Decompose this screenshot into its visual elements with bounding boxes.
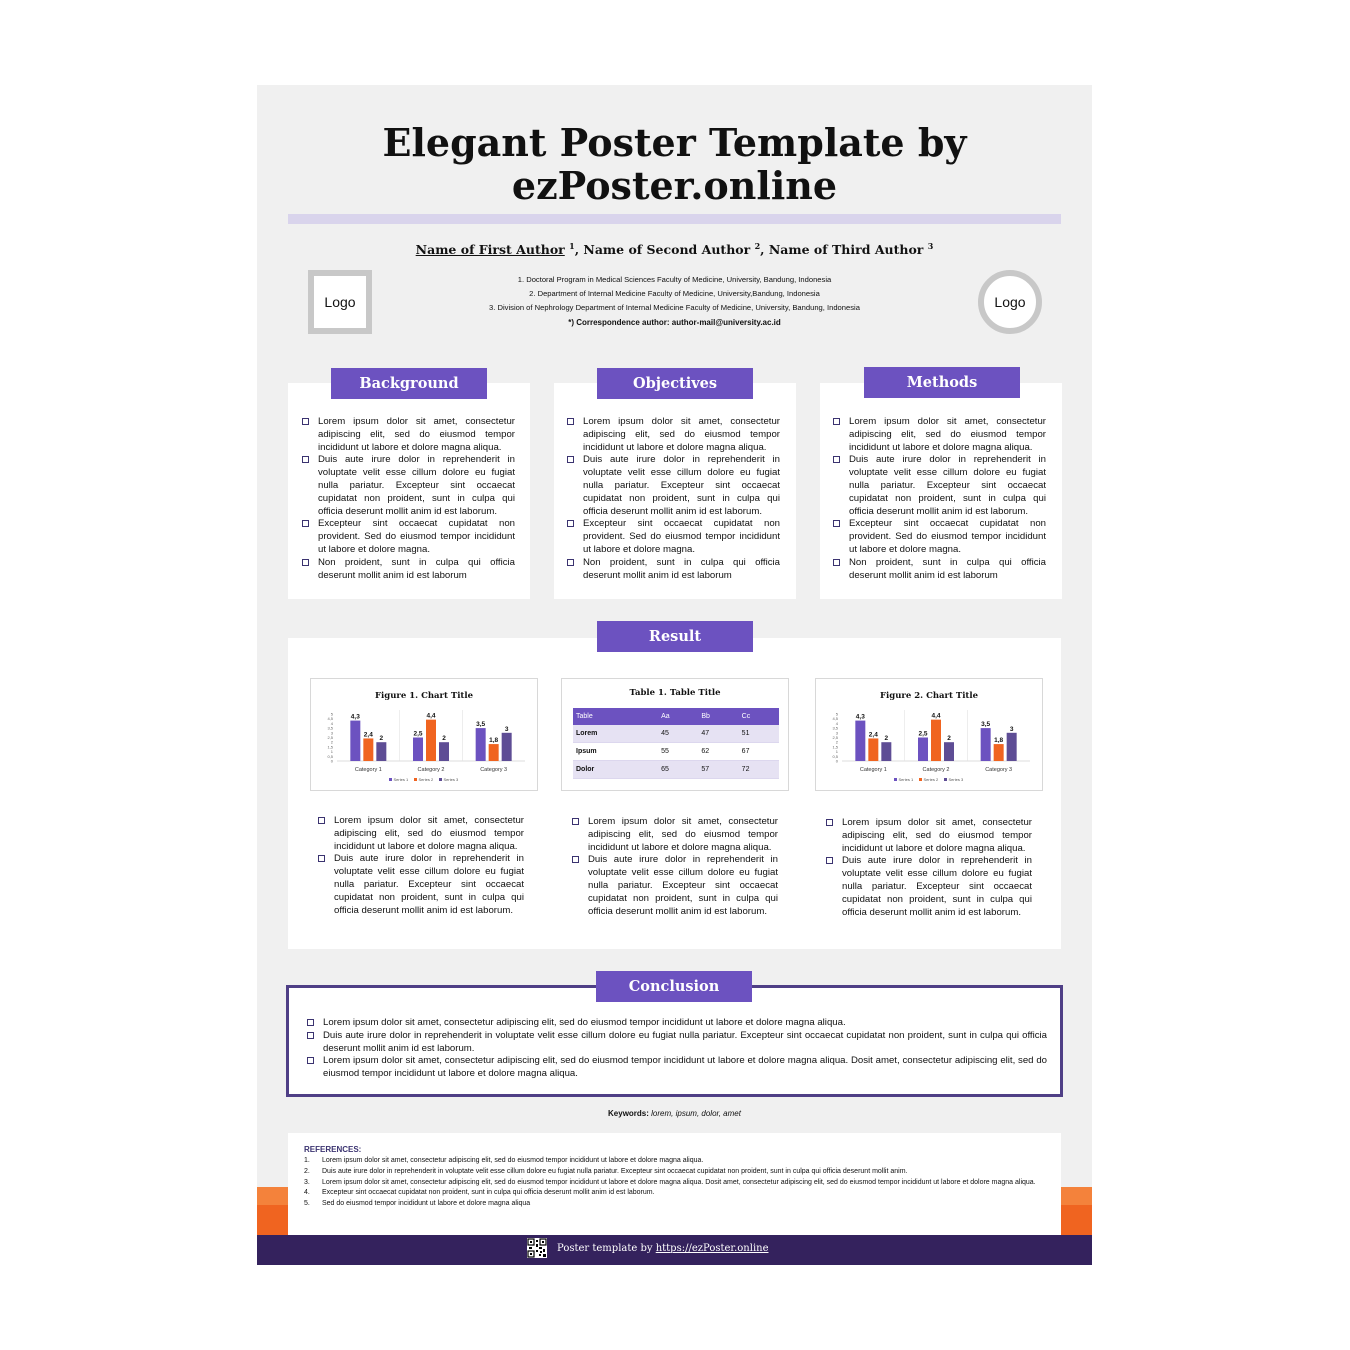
list-item: Lorem ipsum dolor sit amet, consectetur adipiscing elit, sed do eiusmod tempor incididunt ut labore et dolore magna aliqua. xyxy=(831,416,1046,454)
data-label: 4,3 xyxy=(855,713,865,721)
qr-code-icon xyxy=(527,1238,547,1258)
footer-link[interactable]: https://ezPoster.online xyxy=(655,1243,769,1254)
background-heading: Background xyxy=(331,368,487,399)
list-item: Duis aute irure dolor in reprehenderit in voluptate velit esse cillum dolore eu fugiat nulla pariatur. Excepteur sint occaecat cupidatat non proident, sunt in culpa qui officia deserunt mollit anim id est laborum. xyxy=(316,853,524,917)
list-item: Lorem ipsum dolor sit amet, consectetur adipiscing elit, sed do eiusmod tempor incididunt ut labore et dolore magna aliqua. xyxy=(300,416,515,454)
legend-swatch xyxy=(919,778,922,781)
bar xyxy=(994,744,1004,761)
references-heading: REFERENCES: xyxy=(304,1145,362,1154)
poster-title: Elegant Poster Template by ezPoster.online xyxy=(382,120,967,208)
figure-1-chart xyxy=(311,679,537,790)
table-header: Aa xyxy=(658,708,698,725)
legend-swatch xyxy=(439,778,442,781)
third-author: Name of Third Author xyxy=(768,242,924,258)
data-label: 2 xyxy=(442,735,446,743)
reference-text: Excepteur sint occaecat cupidatat non proident, sunt in culpa qui officia deserunt mollit anim id est laborum. xyxy=(322,1189,655,1197)
list-item: Lorem ipsum dolor sit amet, consectetur adipiscing elit, sed do eiusmod tempor incididunt ut labore et dolore magna aliqua. xyxy=(316,815,524,853)
y-tick-label: 4,5 xyxy=(327,716,333,722)
data-table xyxy=(573,708,779,779)
keywords-value: lorem, ipsum, dolor, amet xyxy=(651,1109,741,1118)
reference-number: 1. xyxy=(304,1157,310,1164)
affiliation-1: 1. Doctoral Program in Medical Sciences Faculty of Medicine, University, Bandung, Indonesia xyxy=(517,275,832,284)
bar xyxy=(918,738,928,762)
legend-swatch xyxy=(894,778,897,781)
author-line xyxy=(257,241,1092,257)
legend-label: Series 1 xyxy=(393,777,409,782)
bar xyxy=(439,742,449,761)
bar xyxy=(413,738,423,762)
y-tick-label: 1,5 xyxy=(327,744,333,750)
objectives-heading: Objectives xyxy=(597,368,753,399)
figure-2-chart xyxy=(816,679,1042,790)
y-tick-label: 3,5 xyxy=(327,725,333,731)
keywords-label: Keywords: xyxy=(608,1109,649,1118)
bar xyxy=(363,738,373,761)
table-header-row xyxy=(573,708,779,725)
bar xyxy=(1007,733,1017,761)
reference-item xyxy=(304,1167,1045,1178)
list-item: Duis aute irure dolor in reprehenderit in voluptate velit esse cillum dolore eu fugiat nulla pariatur. Excepteur sint occaecat cupidatat non proident, sunt in culpa qui officia deserunt mollit anim id est laborum. xyxy=(824,855,1032,919)
reference-number: 5. xyxy=(304,1200,310,1208)
bar xyxy=(868,738,878,761)
table-cell: Dolor xyxy=(573,761,658,779)
legend-label: Series 3 xyxy=(443,777,459,782)
logo-left: Logo xyxy=(308,270,372,334)
methods-list xyxy=(831,416,1046,582)
data-label: 4,4 xyxy=(931,712,941,720)
table-row xyxy=(573,761,779,779)
data-label: 2 xyxy=(947,735,951,743)
result-card xyxy=(288,638,1061,949)
table-cell: Ipsum xyxy=(573,743,658,761)
y-tick-label: 4 xyxy=(330,720,333,726)
author-separator: , xyxy=(574,242,584,258)
y-tick-label: 5 xyxy=(835,711,838,717)
bar xyxy=(502,733,512,761)
table-cell: 55 xyxy=(658,743,698,761)
category-label: Category 2 xyxy=(922,767,950,773)
y-tick-label: 5 xyxy=(330,711,333,717)
legend-swatch xyxy=(389,778,392,781)
bar xyxy=(350,721,360,761)
y-tick-label: 2 xyxy=(330,739,333,745)
logo-right: Logo xyxy=(978,270,1042,334)
methods-heading: Methods xyxy=(864,367,1020,398)
data-label: 3,5 xyxy=(476,721,486,729)
data-label: 1,8 xyxy=(994,737,1004,745)
references-list xyxy=(304,1156,1045,1210)
category-label: Category 1 xyxy=(354,767,382,773)
table-1-title: Table 1. Table Title xyxy=(629,688,721,698)
list-item: Lorem ipsum dolor sit amet, consectetur adipiscing elit, sed do eiusmod tempor incididunt ut labore et dolore magna aliqua. xyxy=(305,1017,1047,1030)
data-label: 2 xyxy=(884,735,889,743)
result-heading: Result xyxy=(597,621,753,652)
bar xyxy=(944,742,954,761)
footer-bar xyxy=(257,1235,1092,1265)
table-header: Bb xyxy=(698,708,738,725)
reference-number: 3. xyxy=(304,1178,310,1186)
data-label: 2 xyxy=(379,735,384,743)
reference-text: Lorem ipsum dolor sit amet, consectetur adipiscing elit, sed do eiusmod tempor incididunt ut labore et dolore magna aliqua. xyxy=(322,1157,704,1164)
y-tick-label: 2,5 xyxy=(327,735,333,740)
title-divider xyxy=(288,214,1061,224)
table-header: Cc xyxy=(739,708,779,725)
figure-1-title: Figure 1. Chart Title xyxy=(375,691,473,701)
table-cell: 72 xyxy=(739,761,779,779)
list-item: Lorem ipsum dolor sit amet, consectetur adipiscing elit, sed do eiusmod tempor incididunt ut labore et dolore magna aliqua. Dosit amet, consectetur adipiscing elit, sed do eiusmod tempor incididunt ut labore et dolore magna aliqua. xyxy=(305,1055,1047,1081)
bar xyxy=(881,742,891,761)
reference-number: 4. xyxy=(304,1189,310,1197)
methods-card xyxy=(820,383,1062,599)
legend-label: Series 2 xyxy=(923,777,939,782)
y-tick-label: 3,5 xyxy=(832,725,838,731)
reference-item xyxy=(304,1156,1045,1167)
reference-item xyxy=(304,1188,1045,1199)
table-header: Table xyxy=(573,708,658,725)
list-item: Lorem ipsum dolor sit amet, consectetur adipiscing elit, sed do eiusmod tempor incididunt ut labore et dolore magna aliqua. xyxy=(570,816,778,854)
y-tick-label: 0 xyxy=(835,758,838,764)
references-card xyxy=(288,1133,1061,1235)
reference-text: Sed do eiusmod tempor incididunt ut labore et dolore magna aliqua xyxy=(322,1200,531,1208)
y-tick-label: 1 xyxy=(835,749,838,755)
legend-label: Series 1 xyxy=(898,777,914,782)
keywords xyxy=(257,1109,1092,1118)
bar xyxy=(981,728,991,761)
list-item: Lorem ipsum dolor sit amet, consectetur adipiscing elit, sed do eiusmod tempor incididunt ut labore et dolore magna aliqua. xyxy=(824,817,1032,855)
second-author: Name of Second Author xyxy=(583,242,751,258)
footer-prefix: Poster template by xyxy=(557,1243,656,1254)
second-author-sup: 2 xyxy=(754,241,761,251)
y-tick-label: 4 xyxy=(835,720,838,726)
background-card xyxy=(288,383,530,599)
table-cell: 51 xyxy=(739,725,779,743)
figure-2-title: Figure 2. Chart Title xyxy=(880,691,978,701)
data-label: 3 xyxy=(1009,725,1014,733)
list-item: Duis aute irure dolor in reprehenderit in voluptate velit esse cillum dolore eu fugiat nulla pariatur. Excepteur sint occaecat cupidatat non proident, sunt in culpa qui officia deserunt mollit anim id est laborum. xyxy=(300,454,515,518)
y-tick-label: 0,5 xyxy=(832,753,838,759)
conclusion-list xyxy=(305,1017,1047,1081)
third-author-sup: 3 xyxy=(927,241,934,251)
data-label: 2,5 xyxy=(413,730,423,738)
footer-credit xyxy=(557,1243,769,1254)
objectives-list xyxy=(565,416,780,582)
table-row xyxy=(573,725,779,743)
table-cell: 65 xyxy=(658,761,698,779)
category-label: Category 3 xyxy=(985,767,1013,773)
poster xyxy=(257,85,1092,1265)
reference-item xyxy=(304,1199,1045,1210)
legend-label: Series 3 xyxy=(948,777,964,782)
legend-swatch xyxy=(414,778,417,781)
data-label: 1,8 xyxy=(489,737,499,745)
y-tick-label: 1 xyxy=(330,749,333,755)
figure-1 xyxy=(310,678,538,791)
table-1 xyxy=(561,678,789,791)
y-tick-label: 3 xyxy=(835,730,838,736)
table-cell: 57 xyxy=(698,761,738,779)
list-item: Duis aute irure dolor in reprehenderit in voluptate velit esse cillum dolore eu fugiat nulla pariatur. Excepteur sint occaecat cupidatat non proident, sunt in culpa qui officia deserunt mollit anim id est laborum. xyxy=(570,854,778,918)
data-label: 3,5 xyxy=(981,721,991,729)
y-tick-label: 0 xyxy=(330,758,333,764)
bar xyxy=(426,720,436,761)
y-tick-label: 3 xyxy=(330,730,333,736)
objectives-card xyxy=(554,383,796,599)
data-label: 2,4 xyxy=(363,731,373,739)
table-cell: 67 xyxy=(739,743,779,761)
table-cell: Lorem xyxy=(573,725,658,743)
correspondence: *) Correspondence author: author-mail@university.ac.id xyxy=(568,318,781,327)
y-tick-label: 2 xyxy=(835,739,838,745)
data-label: 4,4 xyxy=(426,712,436,720)
legend-swatch xyxy=(944,778,947,781)
list-item: Non proident, sunt in culpa qui officia deserunt mollit anim id est laborum xyxy=(300,557,515,583)
affiliation-3: 3. Division of Nephrology Department of Internal Medicine Faculty of Medicine, University, Bandung, Indonesia xyxy=(489,303,860,312)
category-label: Category 2 xyxy=(417,767,445,773)
result-list-1 xyxy=(316,815,524,917)
bar xyxy=(931,720,941,761)
first-author-sup: 1 xyxy=(569,241,575,251)
bar xyxy=(476,728,486,761)
result-list-3 xyxy=(824,817,1032,919)
list-item: Duis aute irure dolor in reprehenderit in voluptate velit esse cillum dolore eu fugiat nulla pariatur. Excepteur sint occaecat cupidatat non proident, sunt in culpa qui officia deserunt mollit anim id est laborum. xyxy=(831,454,1046,518)
list-item: Non proident, sunt in culpa qui officia deserunt mollit anim id est laborum xyxy=(565,557,780,583)
legend-label: Series 2 xyxy=(418,777,434,782)
affiliation-2: 2. Department of Internal Medicine Faculty of Medicine, University,Bandung, Indonesia xyxy=(529,289,820,298)
bar xyxy=(376,742,386,761)
data-label: 3 xyxy=(504,725,509,733)
bar xyxy=(489,744,499,761)
affiliations xyxy=(407,273,942,315)
table-cell: 45 xyxy=(658,725,698,743)
table-cell: 47 xyxy=(698,725,738,743)
category-label: Category 3 xyxy=(480,767,508,773)
figure-2 xyxy=(815,678,1043,791)
reference-text: Lorem ipsum dolor sit amet, consectetur adipiscing elit, sed do eiusmod tempor incididunt ut labore et dolore magna aliqua. Dosit amet, consectetur adipiscing elit, sed do eiusmod tempor incididunt ut labore et dolore magna aliqua. xyxy=(322,1178,1036,1186)
list-item: Non proident, sunt in culpa qui officia deserunt mollit anim id est laborum xyxy=(831,557,1046,583)
y-tick-label: 2,5 xyxy=(832,735,838,740)
data-label: 2,5 xyxy=(918,730,928,738)
reference-text: Duis aute irure dolor in reprehenderit in voluptate velit esse cillum dolore eu fugiat nulla pariatur. Excepteur sint occaecat cupidatat non proident, sunt in culpa qui officia deserunt mollit anim. xyxy=(322,1167,908,1175)
list-item: Lorem ipsum dolor sit amet, consectetur adipiscing elit, sed do eiusmod tempor incididunt ut labore et dolore magna aliqua. xyxy=(565,416,780,454)
first-author: Name of First Author xyxy=(415,242,565,258)
reference-number: 2. xyxy=(304,1167,310,1175)
table-row xyxy=(573,743,779,761)
list-item: Excepteur sint occaecat cupidatat non provident. Sed do eiusmod tempor incididunt ut labore et dolore magna. xyxy=(565,518,780,556)
conclusion-heading: Conclusion xyxy=(596,971,752,1002)
result-list-2 xyxy=(570,816,778,918)
list-item: Duis aute irure dolor in reprehenderit in voluptate velit esse cillum dolore eu fugiat nulla pariatur. Excepteur sint occaecat cupidatat non proident, sunt in culpa qui officia deserunt mollit anim id est laborum. xyxy=(305,1030,1047,1056)
list-item: Excepteur sint occaecat cupidatat non provident. Sed do eiusmod tempor incididunt ut labore et dolore magna. xyxy=(300,518,515,556)
y-tick-label: 0,5 xyxy=(327,753,333,759)
author-separator: , xyxy=(760,242,769,258)
data-label: 2,4 xyxy=(868,731,878,739)
bar xyxy=(855,721,865,761)
category-label: Category 1 xyxy=(859,767,887,773)
y-tick-label: 4,5 xyxy=(832,716,838,722)
list-item: Duis aute irure dolor in reprehenderit in voluptate velit esse cillum dolore eu fugiat nulla pariatur. Excepteur sint occaecat cupidatat non proident, sunt in culpa qui officia deserunt mollit anim id est laborum. xyxy=(565,454,780,518)
background-list xyxy=(300,416,515,582)
reference-item xyxy=(304,1178,1045,1189)
list-item: Excepteur sint occaecat cupidatat non provident. Sed do eiusmod tempor incididunt ut labore et dolore magna. xyxy=(831,518,1046,556)
y-tick-label: 1,5 xyxy=(832,744,838,750)
table-cell: 62 xyxy=(698,743,738,761)
data-label: 4,3 xyxy=(350,713,360,721)
